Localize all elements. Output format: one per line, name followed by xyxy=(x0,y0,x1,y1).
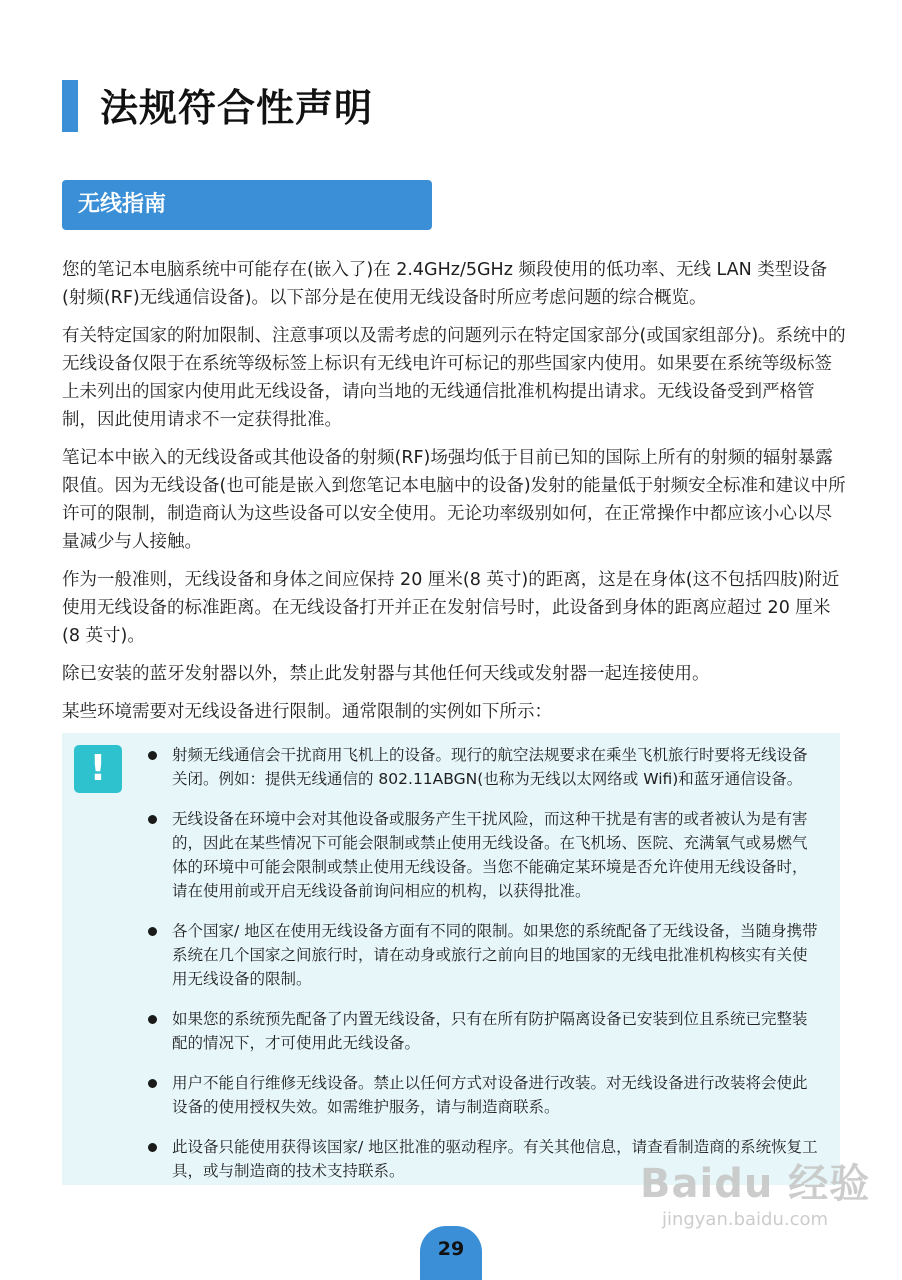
section-header: 无线指南 xyxy=(62,180,432,230)
page-number: 29 xyxy=(420,1226,482,1280)
title-accent-bar xyxy=(62,80,78,132)
notice-list xyxy=(148,743,822,1199)
paragraph: 有关特定国家的附加限制、注意事项以及需考虑的问题列示在特定国家部分(或国家组部分)。系统中的无线设备仅限于在系统等级标签上标识有无线电许可标记的那些国家内使用。如果要在系统等级标签上未列出的国家内使用此无线设备，请向当地的无线通信批准机构提出请求。无线设备受到严格管制，因此使用请求不一定获得批准。 xyxy=(62,326,846,430)
list-item xyxy=(148,1007,822,1055)
paragraph: 笔记本中嵌入的无线设备或其他设备的射频(RF)场强均低于目前已知的国际上所有的射频的辐射暴露限值。因为无线设备(也可能是嵌入到您笔记本电脑中的设备)发射的能量低于射频安全标准和建议中所许可的限制，制造商认为这些设备可以安全使用。无论功率级别如何，在正常操作中都应该小心以尽量减少与人接触。 xyxy=(62,448,846,552)
bullet-icon xyxy=(148,1143,157,1152)
list-item xyxy=(148,807,822,903)
paragraph: 您的笔记本电脑系统中可能存在(嵌入了)在 2.4GHz/5GHz 频段使用的低功率、无线 LAN 类型设备(射频(RF)无线通信设备)。以下部分是在使用无线设备时所应考虑问题的综合概览。 xyxy=(62,260,828,308)
list-item xyxy=(148,743,822,791)
paragraph: 除已安装的蓝牙发射器以外，禁止此发射器与其他任何天线或发射器一起连接使用。 xyxy=(62,664,710,684)
bullet-icon xyxy=(148,751,157,760)
list-item-text: 射频无线通信会干扰商用飞机上的设备。现行的航空法规要求在乘坐飞机旅行时要将无线设备关闭。例如：提供无线通信的 802.11ABGN(也称为无线以太网络或 Wifi)和蓝牙通信设备。 xyxy=(172,746,808,788)
paragraph: 作为一般准则，无线设备和身体之间应保持 20 厘米(8 英寸)的距离，这是在身体(这不包括四肢)附近使用无线设备的标准距离。在无线设备打开并正在发射信号时，此设备到身体的距离应超过 20 厘米(8 英寸)。 xyxy=(62,570,840,646)
watermark-url: jingyan.baidu.com xyxy=(661,1209,829,1230)
list-item-text: 无线设备在环境中会对其他设备或服务产生干扰风险，而这种干扰是有害的或者被认为是有害的，因此在某些情况下可能会限制或禁止使用无线设备。在飞机场、医院、充满氧气或易燃气体的环境中可能会限制或禁止使用无线设备。当您不能确定某环境是否允许使用无线设备时，请在使用前或开启无线设备前询问相应的机构，以获得批准。 xyxy=(172,810,808,900)
list-item-text: 此设备只能使用获得该国家/ 地区批准的驱动程序。有关其他信息，请查看制造商的系统恢复工具，或与制造商的技术支持联系。 xyxy=(172,1138,818,1180)
bullet-icon xyxy=(148,927,157,936)
page-title: 法规符合性声明 xyxy=(100,86,374,130)
list-item xyxy=(148,919,822,991)
watermark xyxy=(640,1160,871,1270)
body-text xyxy=(62,256,846,736)
notice-box xyxy=(62,733,840,1185)
list-item xyxy=(148,1071,822,1119)
bullet-icon xyxy=(148,815,157,824)
exclamation-icon: ! xyxy=(74,745,122,793)
bullet-icon xyxy=(148,1015,157,1024)
bullet-icon xyxy=(148,1079,157,1088)
paragraph: 某些环境需要对无线设备进行限制。通常限制的实例如下所示： xyxy=(62,702,552,722)
list-item-text: 如果您的系统预先配备了内置无线设备，只有在所有防护隔离设备已安装到位且系统已完整装配的情况下，才可使用此无线设备。 xyxy=(172,1010,808,1052)
list-item-text: 各个国家/ 地区在使用无线设备方面有不同的限制。如果您的系统配备了无线设备，当随身携带系统在几个国家之间旅行时，请在动身或旅行之前向目的地国家的无线电批准机构核实有关使用无线设备的限制。 xyxy=(172,922,818,988)
list-item-text: 用户不能自行维修无线设备。禁止以任何方式对设备进行改装。对无线设备进行改装将会使此设备的使用授权失效。如需维护服务，请与制造商联系。 xyxy=(172,1074,808,1116)
watermark-logo: Baidu 经验 xyxy=(640,1161,871,1207)
